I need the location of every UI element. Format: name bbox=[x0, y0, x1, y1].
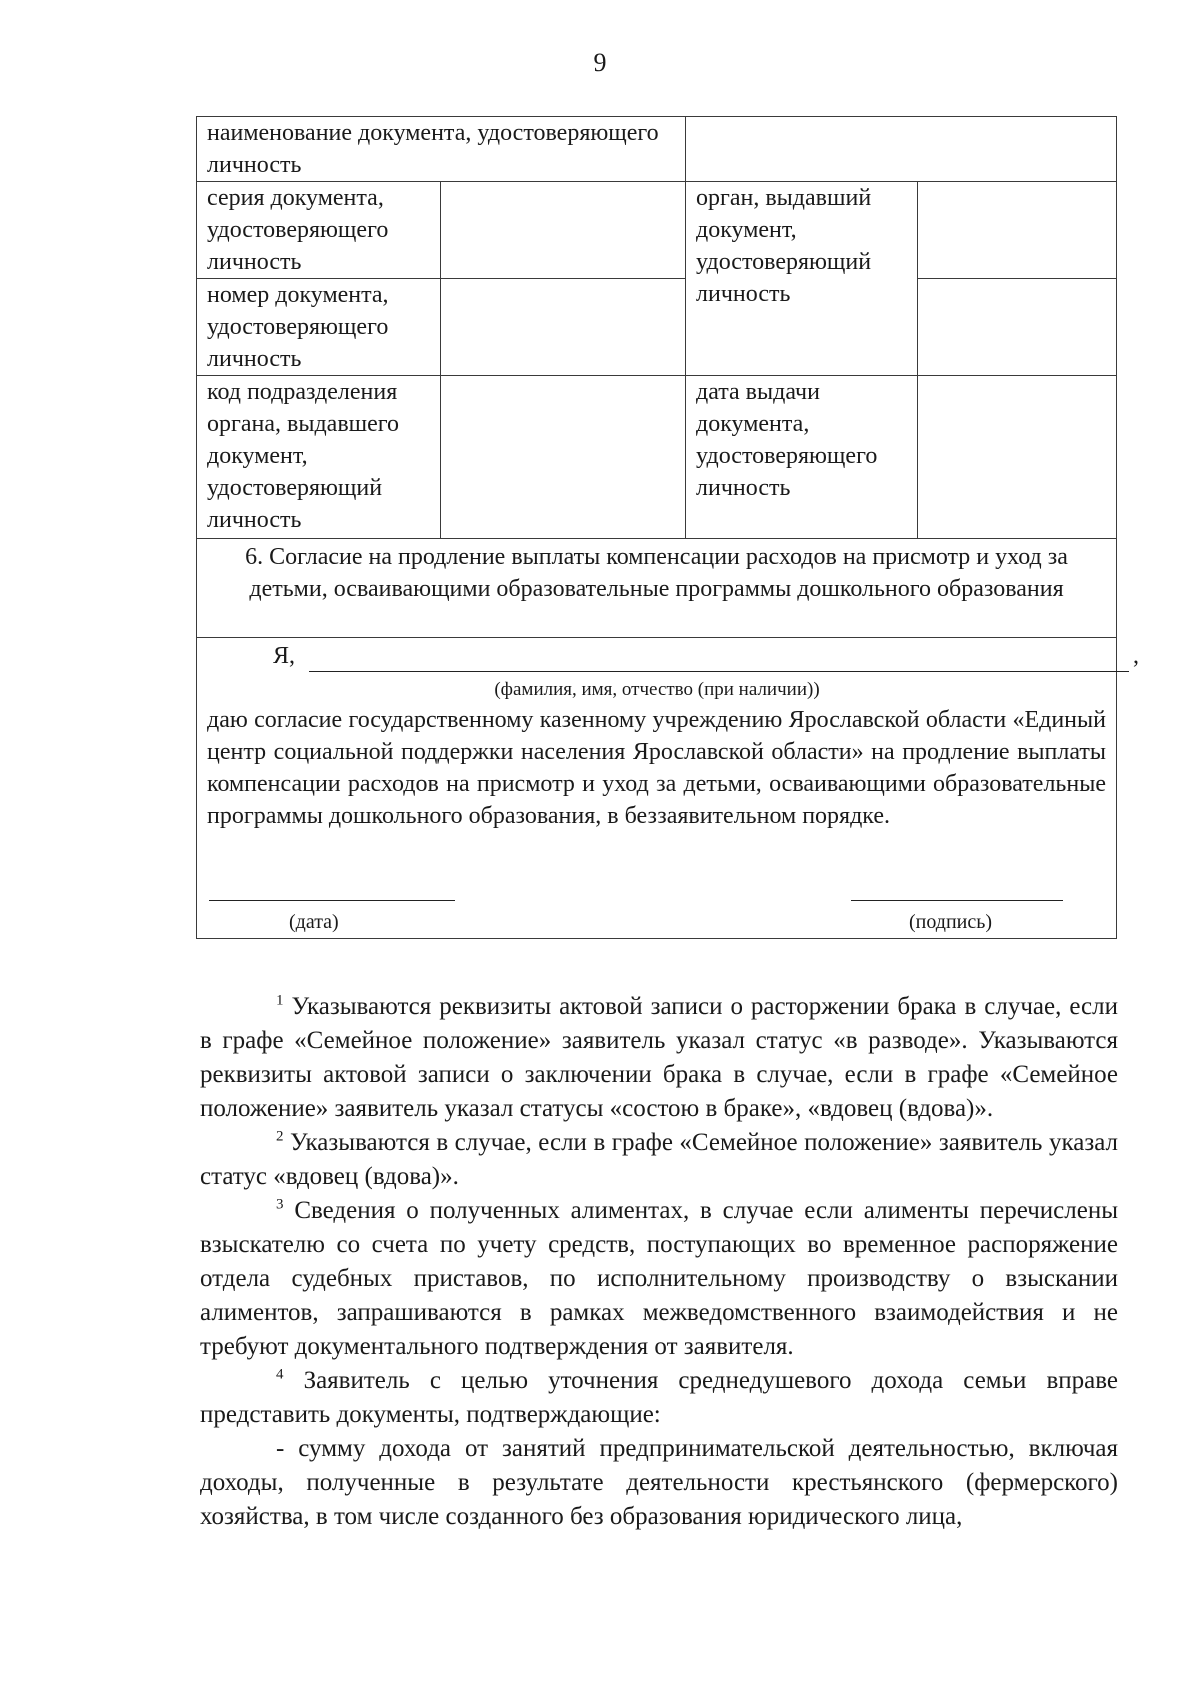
division-code-value-cell[interactable] bbox=[441, 376, 686, 539]
issue-date-value-cell[interactable] bbox=[918, 376, 1117, 539]
footnote-3-number: 3 bbox=[276, 1196, 284, 1213]
footnote-4-text: Заявитель с целью уточнения среднедушевого дохода семьи вправе представить документы, подтверждающие: bbox=[200, 1367, 1118, 1428]
footnote-4 bbox=[200, 1364, 1118, 1432]
identity-document-table bbox=[196, 116, 1139, 939]
footnote-2-text: Указываются в случае, если в графе «Семейное положение» заявитель указал статус «вдовец (вдова)». bbox=[200, 1129, 1119, 1190]
footnote-2 bbox=[200, 1126, 1118, 1194]
consent-prefix: Я, bbox=[273, 643, 296, 669]
footnote-4-item: - сумму дохода от занятий предпринимательской деятельностью, включая доходы, полученные в результате деятельности крестьянского (фермерского) хозяйства, в том числе созданного без образования юридического лица, bbox=[200, 1435, 1118, 1530]
fio-input-line[interactable] bbox=[309, 671, 1129, 672]
footnotes bbox=[200, 990, 1118, 1534]
issuing-authority-label: орган, выдавший документ, удостоверяющий личность bbox=[686, 182, 918, 376]
footnote-1 bbox=[200, 990, 1118, 1126]
signature-input-line[interactable] bbox=[851, 900, 1063, 901]
fio-caption: (фамилия, имя, отчество (при наличии)) bbox=[494, 679, 820, 700]
date-caption: (дата) bbox=[289, 911, 339, 933]
consent-block bbox=[197, 638, 1139, 939]
date-input-line[interactable] bbox=[209, 900, 455, 901]
page-number: 9 bbox=[593, 48, 607, 77]
footnote-1-number: 1 bbox=[276, 992, 284, 1009]
doc-number-value-cell[interactable] bbox=[441, 279, 686, 376]
issuing-authority-value-cell-1[interactable] bbox=[918, 182, 1117, 279]
issuing-authority-value-cell-2[interactable] bbox=[918, 279, 1117, 376]
section-6-title: 6. Согласие на продление выплаты компенсации расходов на присмотр и уход за детьми, осваивающими образовательные программы дошкольного образования bbox=[197, 539, 1117, 638]
doc-series-label: серия документа, удостоверяющего личность bbox=[197, 182, 441, 279]
footnote-3 bbox=[200, 1194, 1118, 1364]
footnote-3-text: Сведения о полученных алиментах, в случае если алименты перечислены взыскателю со счета по учету средств, поступающих во временное распоряжение отдела судебных приставов, по исполнительному производству о взыскании алиментов, запрашиваются в рамках межведомственного взаимодействия и не требуют документального подтверждения от заявителя. bbox=[200, 1197, 1118, 1360]
signature-caption: (подпись) bbox=[909, 911, 993, 933]
division-code-label: код подразделения органа, выдавшего документ, удостоверяющий личность bbox=[197, 376, 441, 539]
footnote-1-text: Указываются реквизиты актовой записи о расторжении брака в случае, если в графе «Семейное положение» заявитель указал статус «в разводе». Указываются реквизиты актовой записи о заключении брака в случае, если в графе «Семейное положение» заявитель указал статусы «состою в браке», «вдовец (вдова)». bbox=[200, 993, 1119, 1122]
footnote-2-number: 2 bbox=[276, 1128, 284, 1145]
doc-name-label: наименование документа, удостоверяющего личность bbox=[197, 117, 686, 182]
doc-number-label: номер документа, удостоверяющего личность bbox=[197, 279, 441, 376]
doc-name-value-cell[interactable] bbox=[686, 117, 1117, 182]
consent-text: даю согласие государственному казенному учреждению Ярославской области «Единый центр социальной поддержки населения Ярославской области» на продление выплаты компенсации расходов на присмотр и уход за детьми, осваивающими образовательные программы дошкольного образования, в беззаявительном порядке. bbox=[207, 707, 1106, 829]
footnote-4-number: 4 bbox=[276, 1366, 284, 1383]
fio-comma: , bbox=[1133, 643, 1139, 669]
doc-series-value-cell[interactable] bbox=[441, 182, 686, 279]
issue-date-label: дата выдачи документа, удостоверяющего личность bbox=[686, 376, 918, 539]
